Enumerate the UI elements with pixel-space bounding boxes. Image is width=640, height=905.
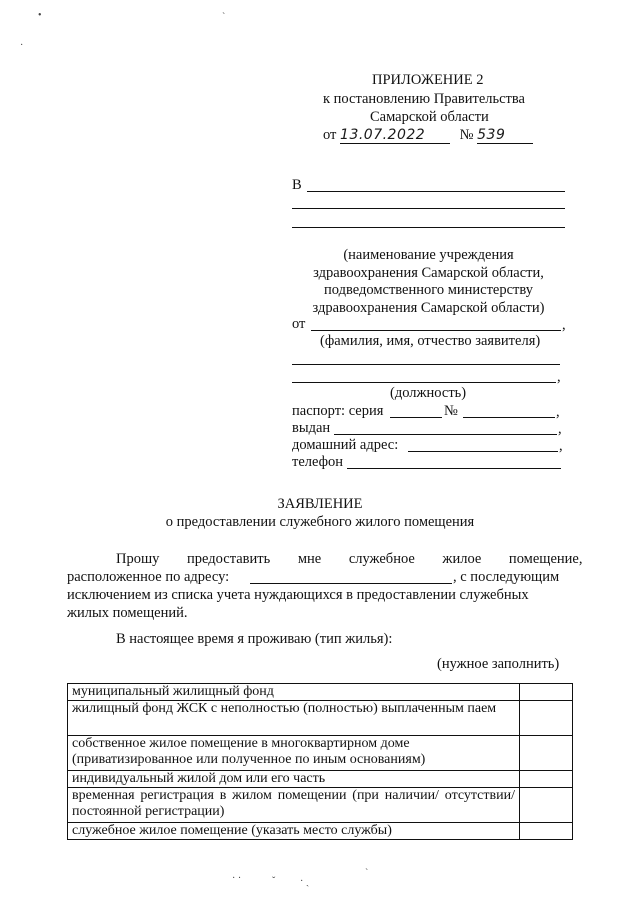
table-row <box>68 771 573 788</box>
housing-type-label: жилищный фонд ЖСК с неполностью (полностью) выплаченным пaем <box>68 701 520 736</box>
housing-type-checkbox[interactable] <box>520 771 573 788</box>
request-line-3: исключением из списка учета нуждающихся в предоставлении служебных <box>67 587 529 603</box>
housing-type-label: собственное жилое помещение в многоквартирном доме (приватизированное или полученное по иным основаниям) <box>68 736 520 771</box>
request-line-2-end: , с последующим <box>453 569 560 585</box>
institution-line-2[interactable] <box>292 208 565 209</box>
current-housing-label: В настоящее время я проживаю (тип жилья): <box>116 631 393 647</box>
fill-note: (нужное заполнить) <box>437 656 560 672</box>
housing-type-checkbox[interactable] <box>520 684 573 701</box>
scan-speck: ˋ <box>365 868 369 879</box>
table-row <box>68 684 573 701</box>
institution-line-1[interactable] <box>307 191 565 192</box>
housing-type-label: индивидуальный жилой дом или его часть <box>68 771 520 788</box>
scan-speck: · ˎ <box>300 876 310 887</box>
appendix-label: ПРИЛОЖЕНИЕ 2 <box>372 72 484 88</box>
passport-series-label: паспорт: серия <box>292 403 384 419</box>
region-label: Самарской области <box>370 109 489 125</box>
request-line-1: Прошу предоставить мне служебное жилое помещение, <box>116 551 583 567</box>
position-caption: (должность) <box>390 385 467 401</box>
comma: , <box>558 421 562 437</box>
scan-speck: ˇ <box>272 876 276 887</box>
position-line-1[interactable] <box>292 364 560 365</box>
statement-title: ЗАЯВЛЕНИЕ <box>277 496 363 512</box>
request-line-4: жилых помещений. <box>67 605 188 621</box>
housing-type-label: муниципальный жилищный фонд <box>68 684 520 701</box>
table-row <box>68 736 573 771</box>
phone-label: телефон <box>292 454 344 470</box>
housing-type-label: временная регистрация в жилом помещении (при наличии/ отсутствии/постоянной регистрации) <box>68 788 520 823</box>
comma: , <box>556 404 560 420</box>
scan-speck: · <box>20 40 24 51</box>
passport-number-label: № <box>444 403 458 419</box>
scan-speck: · · <box>232 873 242 884</box>
institution-caption: (наименование учреждения здравоохранения Самарской области, подведомственного министерству здравоохранения Самарской области) <box>312 247 545 316</box>
table-row <box>68 788 573 823</box>
request-line-2-start: расположенное по адресу: <box>67 569 230 585</box>
scan-speck: • <box>38 10 42 21</box>
institution-line-3[interactable] <box>292 227 565 228</box>
from-prefix: от <box>292 316 306 332</box>
resolution-label: к постановлению Правительства <box>323 91 525 107</box>
date-row <box>323 127 533 144</box>
date-value: 13.07.2022 <box>340 127 450 144</box>
issued-label: выдан <box>292 420 331 436</box>
housing-type-label: служебное жилое помещение (указать место службы) <box>68 823 520 840</box>
table-row <box>68 823 573 840</box>
date-prefix: от <box>323 127 337 143</box>
housing-type-checkbox[interactable] <box>520 788 573 823</box>
to-prefix: В <box>292 177 302 193</box>
applicant-name-line[interactable] <box>311 330 561 331</box>
home-address-label: домашний адрес: <box>292 437 399 453</box>
passport-number-line[interactable] <box>463 417 555 418</box>
housing-type-table <box>67 683 573 840</box>
number-prefix: № <box>459 127 474 143</box>
statement-subtitle: о предоставлении служебного жилого помещения <box>165 514 475 530</box>
housing-type-checkbox[interactable] <box>520 701 573 736</box>
home-address-line[interactable] <box>408 451 558 452</box>
requested-address-line[interactable] <box>250 583 452 584</box>
name-caption: (фамилия, имя, отчество заявителя) <box>320 333 541 349</box>
passport-series-line[interactable] <box>390 417 442 418</box>
housing-type-checkbox[interactable] <box>520 823 573 840</box>
issued-line[interactable] <box>334 434 557 435</box>
number-value: 539 <box>477 127 533 144</box>
position-line-2[interactable] <box>292 382 556 383</box>
comma: , <box>557 369 561 385</box>
scan-speck: ` <box>222 12 226 23</box>
housing-type-checkbox[interactable] <box>520 736 573 771</box>
table-row <box>68 701 573 736</box>
phone-line[interactable] <box>347 468 561 469</box>
comma: , <box>559 438 563 454</box>
comma: , <box>562 317 566 333</box>
